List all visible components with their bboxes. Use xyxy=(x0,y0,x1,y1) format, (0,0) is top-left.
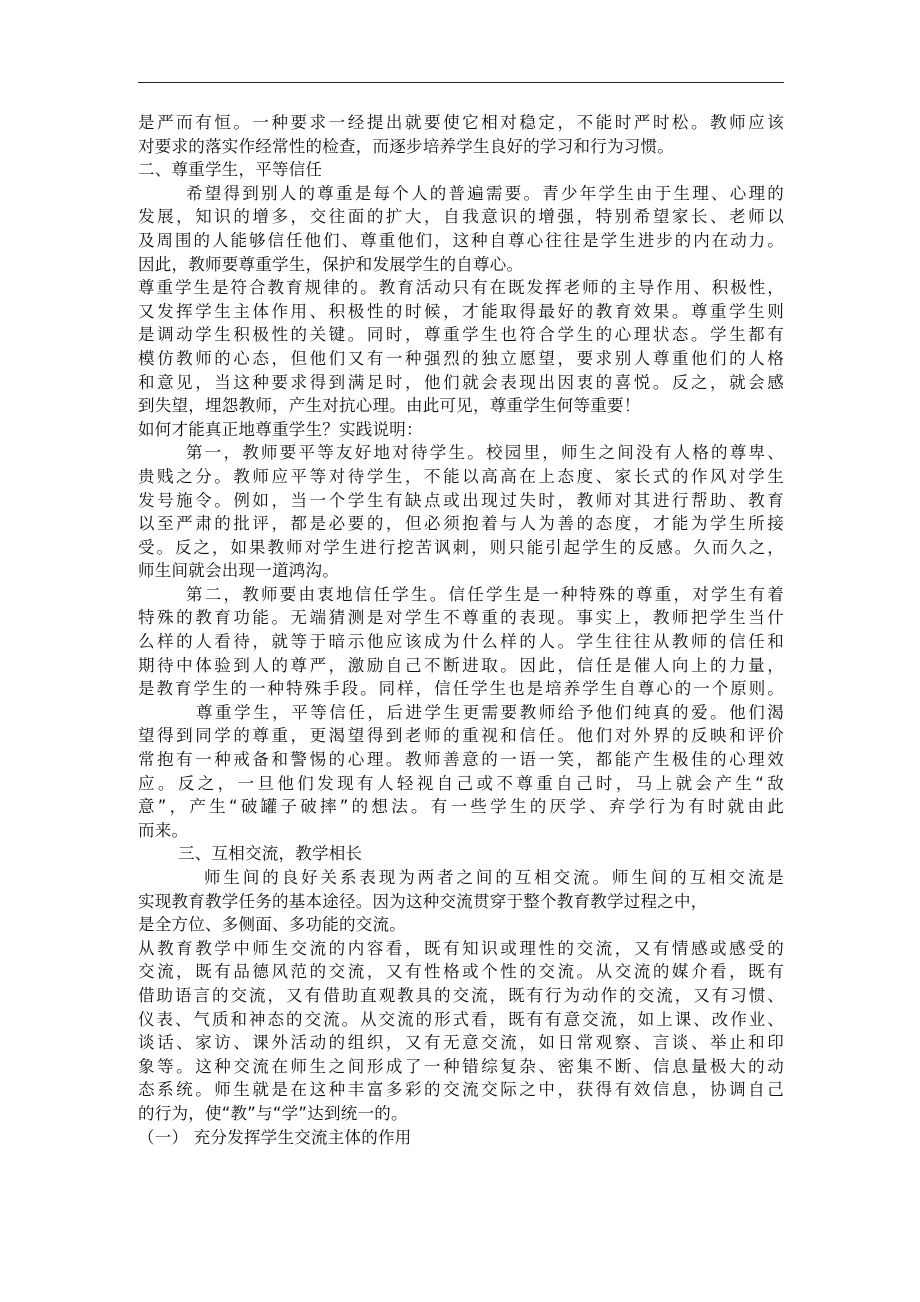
text-line: 第二，教师要由衷地信任学生。信任学生是一种特殊的尊重，对学生有着 xyxy=(186,584,784,604)
text-line: 么样的人看待，就等于暗示他应该成为什么样的人。学生往往从教师的信任和 xyxy=(138,632,784,652)
text-line: 是严而有恒。一种要求一经提出就要使它相对稳定，不能时严时松。教师应该 xyxy=(138,113,784,132)
text-line: 希望得到别人的尊重是每个人的普遍需要。青少年学生由于生理、心理的 xyxy=(186,183,784,203)
text-line: 尊重学生是符合教育规律的。教育活动只有在既发挥老师的主导作用、积极性， xyxy=(138,278,784,298)
text-line: 应。反之，一旦他们发现有人轻视自己或不尊重自己时，马上就会产生“敌 xyxy=(138,773,784,793)
text-line: 特殊的教育功能。无端猜测是对学生不尊重的表现。事实上，教师把学生当什 xyxy=(138,608,784,628)
header-rule xyxy=(138,82,784,83)
text-line: 师生间的良好关系表现为两者之间的互相交流。师生间的互相交流是 xyxy=(204,868,784,887)
text-line: 以至严肃的批评，都是必要的，但必须抱着与人为善的态度，才能为学生所接 xyxy=(138,514,784,534)
text-line: 实现教育教学任务的基本途径。因为这种交流贯穿于整个教育教学过程之中， xyxy=(138,891,708,911)
text-line: 及周围的人能够信任他们、尊重他们，这种自尊心往往是学生进步的内在动力。 xyxy=(138,230,784,250)
text-line: 是调动学生积极性的关键。同时，尊重学生也符合学生的心理状态。学生都有 xyxy=(138,325,784,345)
text-line: 借助语言的交流，又有借助直观教具的交流，既有行为动作的交流，又有习惯、 xyxy=(138,985,784,1005)
text-line: 望得到同学的尊重，更渴望得到老师的重视和信任。他们对外界的反映和评价 xyxy=(138,726,784,746)
text-line: 是全方位、多侧面、多功能的交流。 xyxy=(138,915,406,935)
text-line: 三、互相交流，教学相长 xyxy=(178,844,363,864)
text-line: 如何才能真正地尊重学生？实践说明： xyxy=(138,419,423,439)
text-line: 期待中体验到人的尊严，激励自己不断进取。因此，信任是催人向上的力量， xyxy=(138,655,784,675)
text-line: 模仿教师的心态，但他们又有一种强烈的独立愿望，要求别人尊重他们的人格 xyxy=(138,348,784,368)
document-body xyxy=(138,111,784,1149)
text-line: 仪表、气质和神态的交流。从交流的形式看，既有有意交流，如上课、改作业、 xyxy=(138,1009,784,1029)
text-line: 受。反之，如果教师对学生进行挖苦讽刺，则只能引起学生的反感。久而久之， xyxy=(138,537,784,557)
text-line: 发号施令。例如，当一个学生有缺点或出现过失时，教师对其进行帮助、教育 xyxy=(138,490,784,510)
text-line: 交流，既有品德风范的交流，又有性格或个性的交流。从交流的媒介看，既有 xyxy=(138,962,784,982)
text-line: （一） 充分发挥学生交流主体的作用 xyxy=(138,1127,412,1147)
text-line: 象等。这种交流在师生之间形成了一种错综复杂、密集不断、信息量极大的动 xyxy=(138,1056,784,1076)
text-line: 态系统。师生就是在这种丰富多彩的交流交际之中，获得有效信息，协调自己 xyxy=(138,1080,784,1100)
text-line: 师生间就会出现一道鸿沟。 xyxy=(138,561,339,581)
text-line: 第一，教师要平等友好地对待学生。校园里，师生之间没有人格的尊卑、 xyxy=(186,443,784,463)
text-line: 而来。 xyxy=(138,820,189,840)
text-line: 常抱有一种戒备和警惕的心理。教师善意的一语一笑，都能产生极佳的心理效 xyxy=(138,750,784,770)
text-line: 谈话、家访、课外活动的组织，又有无意交流，如日常观察、言谈、举止和印 xyxy=(138,1033,784,1053)
text-line: 发展，知识的增多，交往面的扩大，自我意识的增强，特别希望家长、老师以 xyxy=(138,207,784,227)
text-line: 又发挥学生主体作用、积极性的时候，才能取得最好的教育效果。尊重学生则 xyxy=(138,301,784,321)
text-line: 二、尊重学生，平等信任 xyxy=(138,160,323,180)
text-line: 是教育学生的一种特殊手段。同样，信任学生也是培养学生自尊心的一个原则。 xyxy=(138,679,784,699)
text-line: 的行为，使“教”与“学”达到统一的。 xyxy=(138,1103,408,1123)
text-line: 贵贱之分。教师应平等对待学生，不能以高高在上态度、家长式的作风对学生 xyxy=(138,466,784,486)
text-line: 对要求的落实作经常性的检查，而逐步培养学生良好的学习和行为习惯。 xyxy=(138,136,674,156)
text-line: 到失望，埋怨教师，产生对抗心理。由此可见，尊重学生何等重要！ xyxy=(138,396,641,416)
text-line: 从教育教学中师生交流的内容看，既有知识或理性的交流，又有情感或感受的 xyxy=(138,938,784,958)
text-line: 意”，产生“破罐子破摔”的想法。有一些学生的厌学、弃学行为有时就由此 xyxy=(138,797,784,817)
text-line: 和意见，当这种要求得到满足时，他们就会表现出因衷的喜悦。反之，就会感 xyxy=(138,372,784,392)
text-line: 尊重学生，平等信任，后进学生更需要教师给予他们纯真的爱。他们渴 xyxy=(196,702,784,722)
text-line: 因此，教师要尊重学生，保护和发展学生的自尊心。 xyxy=(138,254,524,274)
